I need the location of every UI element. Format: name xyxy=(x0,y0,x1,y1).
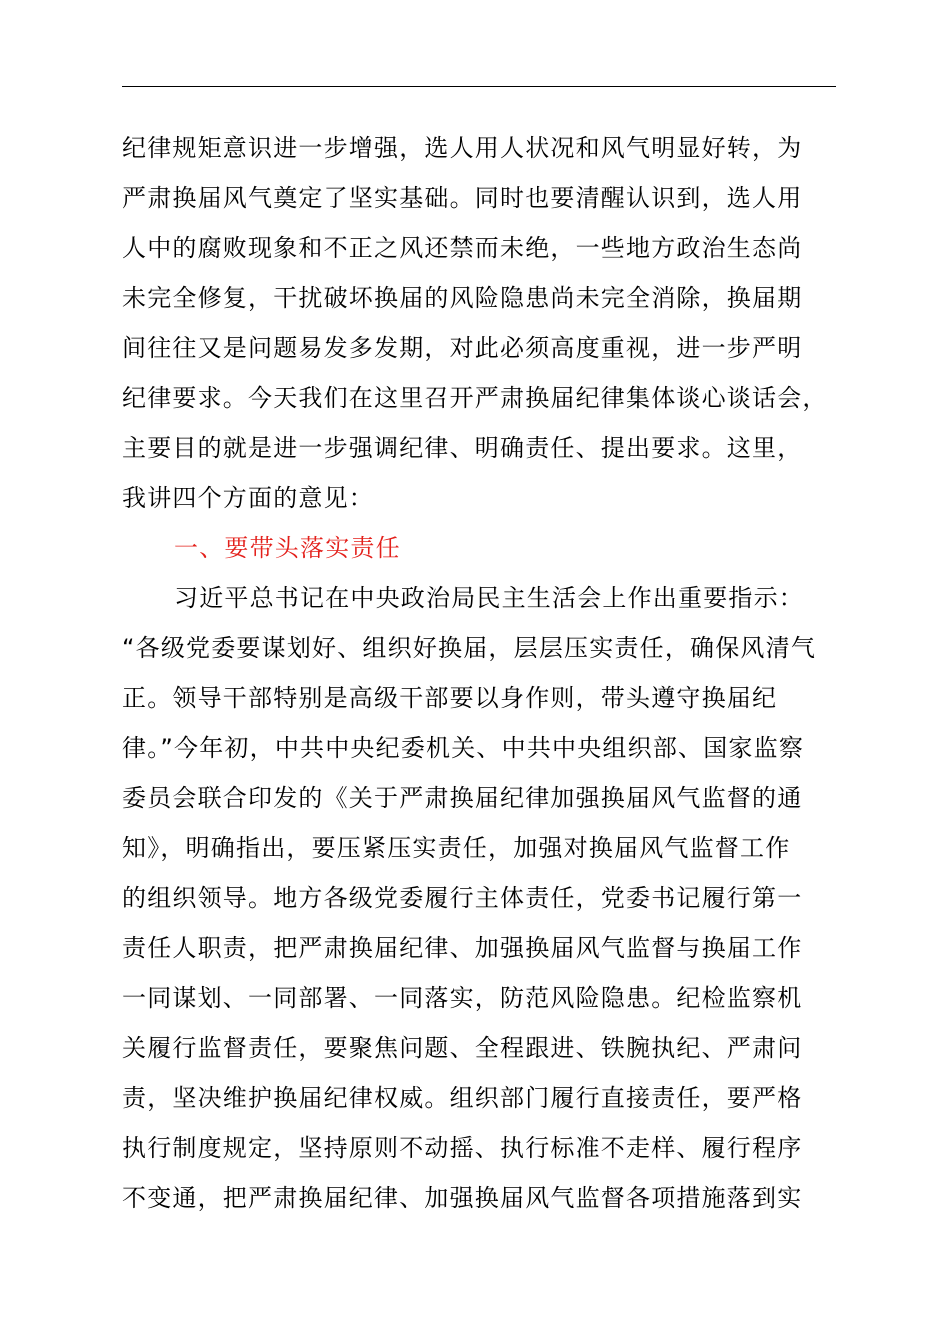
paragraph-line: “各级党委要谋划好、组织好换届，层层压实责任，确保风清气 xyxy=(122,634,817,662)
paragraph-line: 主要目的就是进一步强调纪律、明确责任、提出要求。这里， xyxy=(122,434,803,462)
paragraph-line: 责任人职责，把严肃换届纪律、加强换届风气监督与换届工作 xyxy=(122,934,803,962)
paragraph-line: 纪律要求。今天我们在这里召开严肃换届纪律集体谈心谈话会， xyxy=(122,384,828,412)
paragraph-line: 责，坚决维护换届纪律权威。组织部门履行直接责任，要严格 xyxy=(122,1084,803,1112)
paragraph-line: 习近平总书记在中央政治局民主生活会上作出重要指示： xyxy=(174,584,804,612)
paragraph-line: 关履行监督责任，要聚焦问题、全程跟进、铁腕执纪、严肃问 xyxy=(122,1034,803,1062)
paragraph-line: 执行制度规定，坚持原则不动摇、执行标准不走样、履行程序 xyxy=(122,1134,803,1162)
section-heading: 一、要带头落实责任 xyxy=(174,534,401,562)
paragraph-line: 的组织领导。地方各级党委履行主体责任，党委书记履行第一 xyxy=(122,884,803,912)
paragraph-line: 委员会联合印发的《关于严肃换届纪律加强换届风气监督的通 xyxy=(122,784,803,812)
paragraph-line: 不变通，把严肃换届纪律、加强换届风气监督各项措施落到实 xyxy=(122,1184,803,1212)
header-rule xyxy=(122,86,836,87)
paragraph-line: 律。”今年初，中共中央纪委机关、中共中央组织部、国家监察 xyxy=(122,734,805,762)
paragraph-line: 未完全修复，干扰破坏换届的风险隐患尚未完全消除，换届期 xyxy=(122,284,803,312)
paragraph-line: 严肃换届风气奠定了坚实基础。同时也要清醒认识到，选人用 xyxy=(122,184,803,212)
paragraph-line: 间往往又是问题易发多发期，对此必须高度重视，进一步严明 xyxy=(122,334,803,362)
paragraph-line: 一同谋划、一同部署、一同落实，防范风险隐患。纪检监察机 xyxy=(122,984,803,1012)
paragraph-line: 我讲四个方面的意见： xyxy=(122,484,374,512)
paragraph-line: 知》，明确指出，要压紧压实责任，加强对换届风气监督工作 xyxy=(122,834,791,862)
paragraph-line: 纪律规矩意识进一步增强，选人用人状况和风气明显好转，为 xyxy=(122,134,803,162)
paragraph-line: 人中的腐败现象和不正之风还禁而未绝，一些地方政治生态尚 xyxy=(122,234,803,262)
paragraph-line: 正。领导干部特别是高级干部要以身作则，带头遵守换届纪 xyxy=(122,684,778,712)
